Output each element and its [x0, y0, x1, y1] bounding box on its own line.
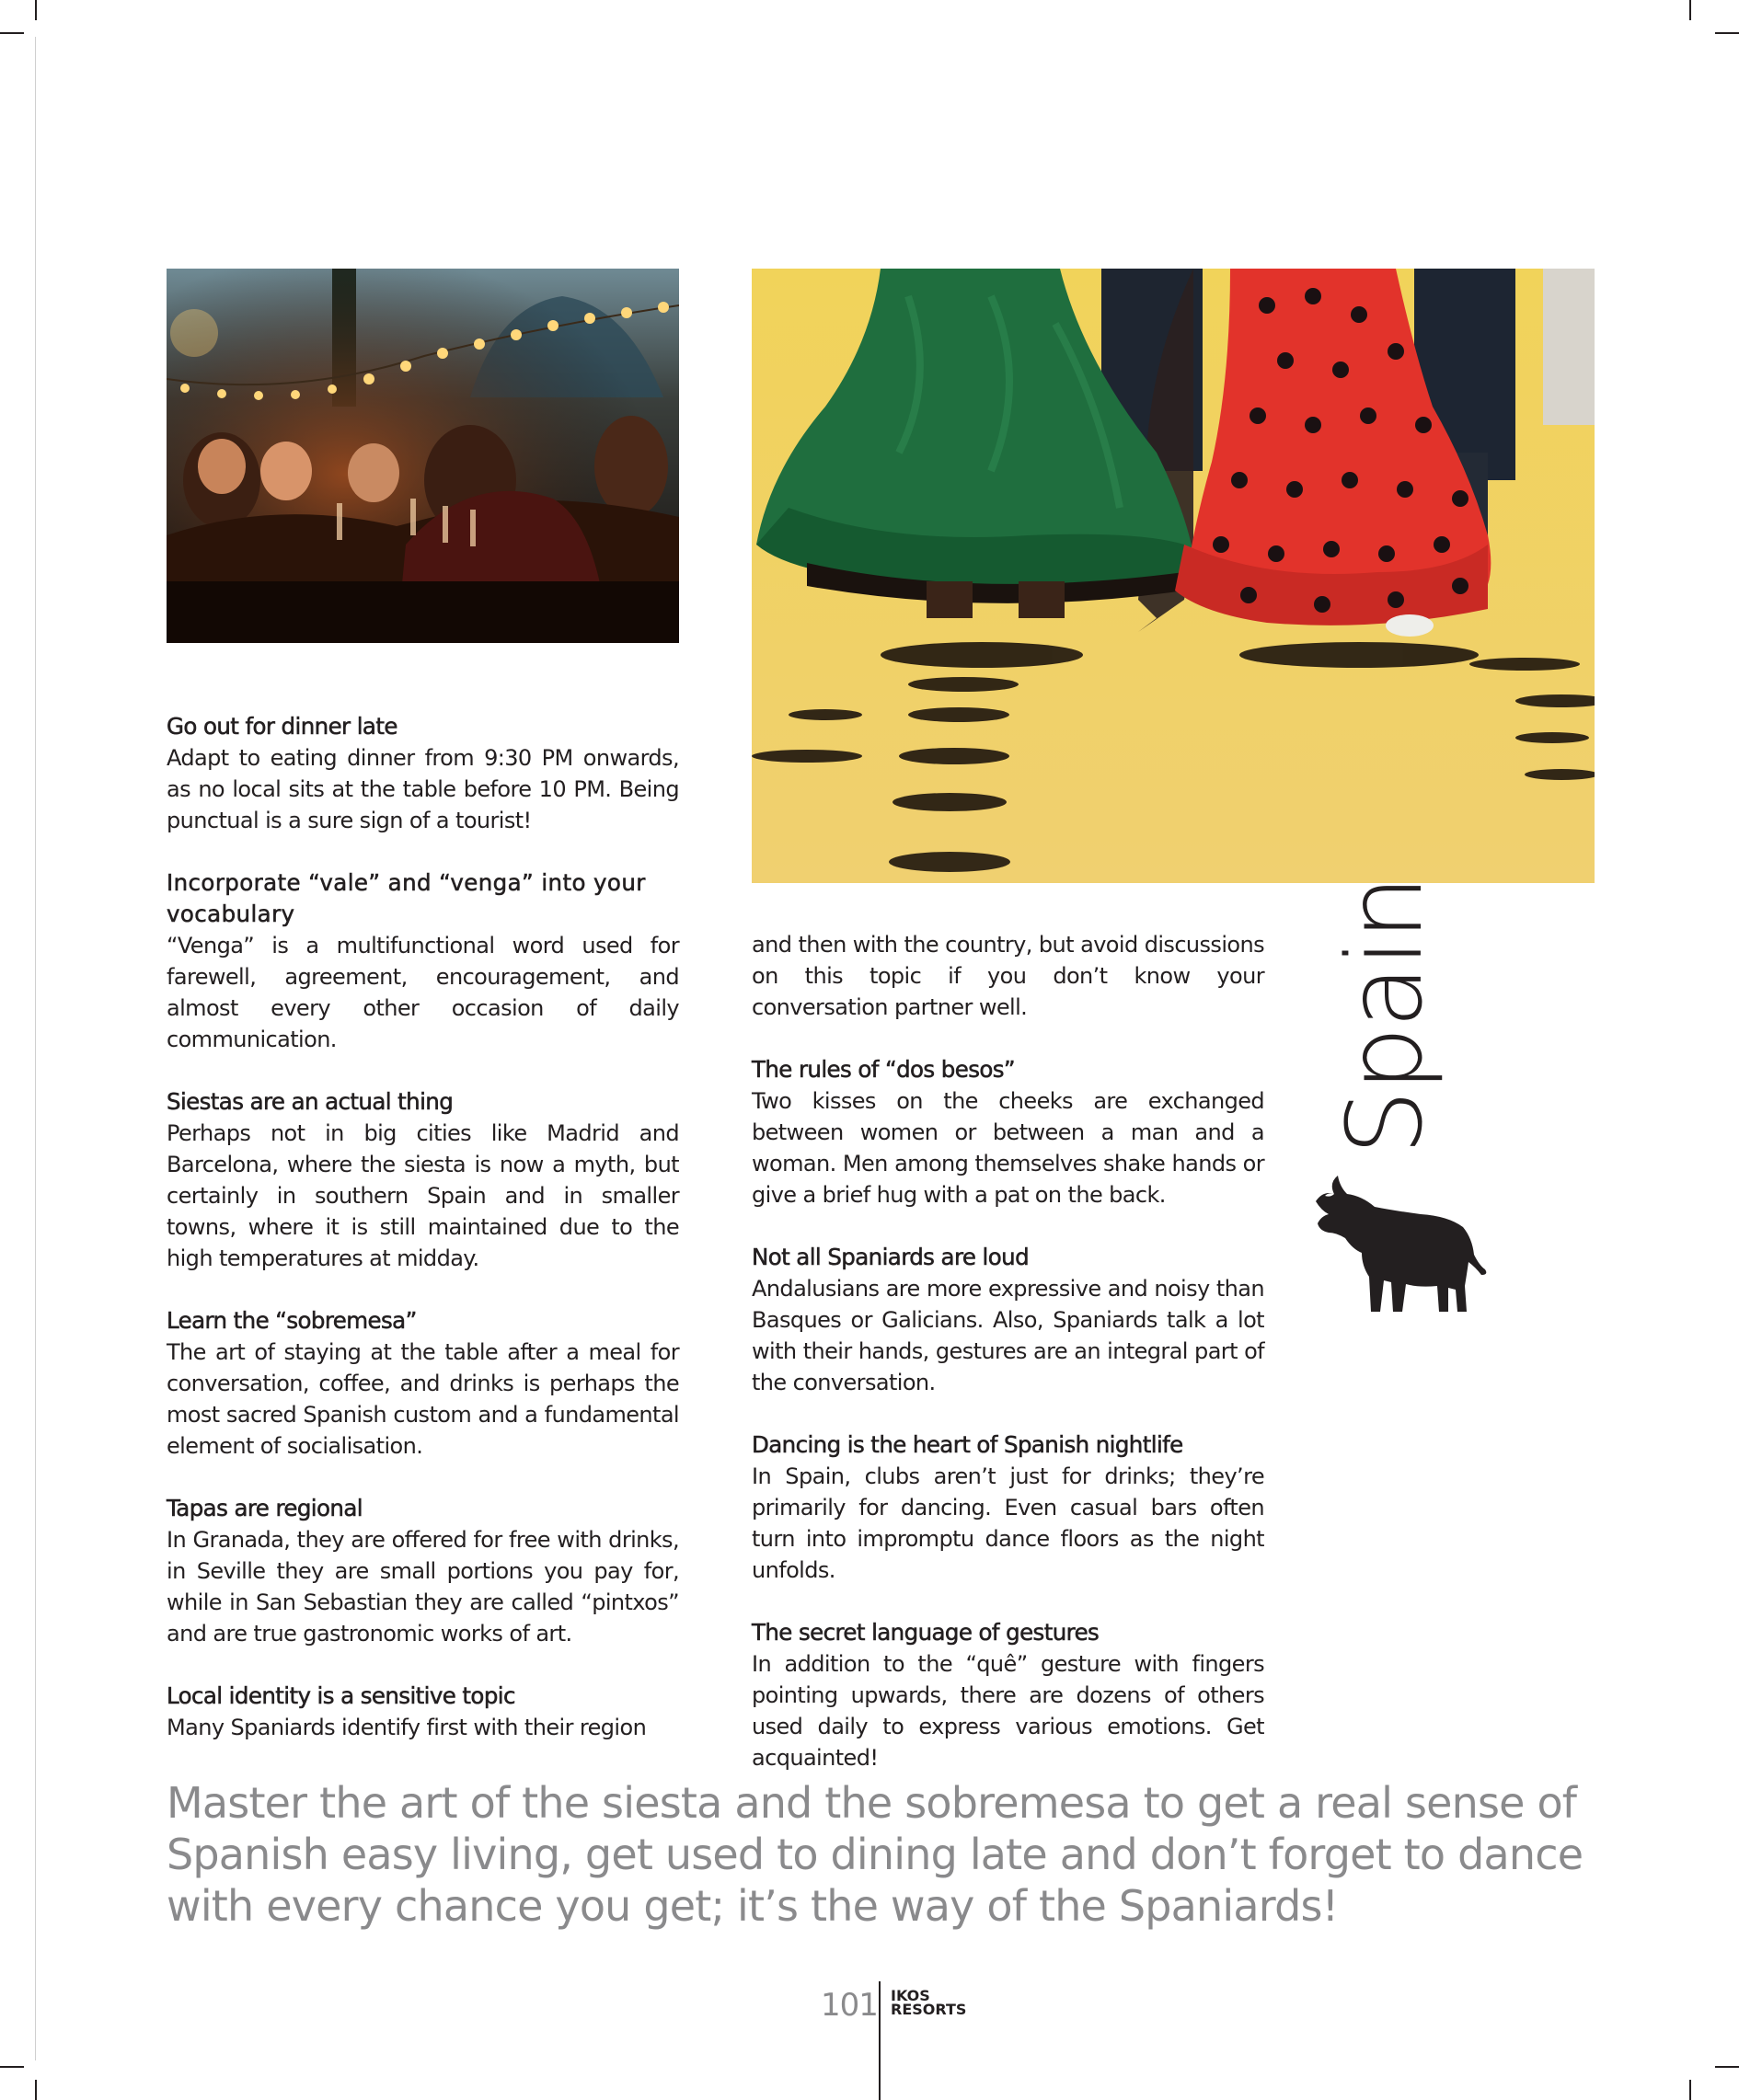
crop-mark: [1715, 2066, 1739, 2068]
pull-quote: Master the art of the siesta and the sobremesa to get a real sense of Spanish easy living, get used to dining late and don’t forget to dance with every chance you get; it’s the way of the Spaniards!: [167, 1778, 1584, 1931]
crop-mark: [0, 2066, 24, 2068]
tip-body: Perhaps not in big cities like Madrid and Barcelona, where the siesta is now a myth, but certainly in southern Spain and in smaller towns, where it is still maintained due to the high temperatures at midday.: [167, 1120, 679, 1271]
tip-body: Adapt to eating dinner from 9:30 PM onwards, as no local sits at the table before 10 PM. Being punctual is a sure sign of a tourist!: [167, 745, 679, 833]
tip-siestas: [167, 1086, 679, 1274]
tip-local-identity-continued: [752, 929, 1264, 1023]
crop-mark: [35, 2080, 37, 2100]
tip-title: Siestas are an actual thing: [167, 1088, 454, 1115]
footer-divider: [879, 1981, 881, 2100]
tip-title: Dancing is the heart of Spanish nightlife: [752, 1431, 1183, 1458]
tip-vale-venga: [167, 867, 679, 1055]
flamenco-photo: [752, 269, 1595, 883]
tip-title: Incorporate “vale” and “venga” into your vocabulary: [167, 869, 646, 927]
tip-title: Tapas are regional: [167, 1495, 363, 1521]
tip-title: Learn the “sobremesa”: [167, 1307, 417, 1334]
country-label: Spain: [1326, 877, 1445, 1155]
tip-body: In Granada, they are offered for free with drinks, in Seville they are small portions you pay for, while in San Sebastian they are called “pintxos” and are true gastronomic works of art.: [167, 1527, 679, 1647]
crop-mark: [35, 0, 37, 20]
tip-dancing: [752, 1429, 1264, 1586]
crop-mark: [0, 32, 24, 34]
tip-body: “Venga” is a multifunctional word used for farewell, agreement, encouragement, and almost every other occasion of daily communication.: [167, 933, 679, 1052]
tip-sobremesa: [167, 1305, 679, 1462]
tip-tapas: [167, 1493, 679, 1649]
bull-icon: [1310, 1174, 1489, 1314]
dinner-photo: [167, 269, 679, 643]
tip-body: The art of staying at the table after a meal for conversation, coffee, and drinks is perhaps the most sacred Spanish custom and a fundamental element of socialisation.: [167, 1339, 679, 1459]
tip-title: The rules of “dos besos”: [752, 1056, 1016, 1083]
tip-dinner-late: [167, 711, 679, 836]
tips-column-left: [167, 711, 679, 1743]
tip-title: Not all Spaniards are loud: [752, 1244, 1030, 1270]
brand-logo-line2: RESORTS: [891, 2001, 967, 2018]
brand-logo-line1: IKOS: [891, 1987, 930, 2004]
tip-body: Two kisses on the cheeks are exchanged between women or between a man and a woman. Men among themselves shake hands or give a brief hug with a pat on the back.: [752, 1088, 1264, 1208]
tip-local-identity: [167, 1681, 679, 1743]
brand-logo: [891, 1989, 966, 2016]
page-number: 101: [821, 1987, 878, 2024]
tip-dos-besos: [752, 1054, 1264, 1211]
tip-title: Local identity is a sensitive topic: [167, 1682, 515, 1709]
tip-body: In Spain, clubs aren’t just for drinks; they’re primarily for dancing. Even casual bars often turn into impromptu dance floors as the night unfolds.: [752, 1463, 1264, 1583]
tip-body: and then with the country, but avoid discussions on this topic if you don’t know your conversation partner well.: [752, 932, 1264, 1020]
tips-column-right: [752, 929, 1264, 1773]
tip-body: Andalusians are more expressive and noisy than Basques or Galicians. Also, Spaniards talk a lot with their hands, gestures are an integral part of the conversation.: [752, 1276, 1264, 1395]
crop-mark: [1689, 0, 1691, 20]
tip-not-loud: [752, 1242, 1264, 1398]
tip-body: Many Spaniards identify first with their region: [167, 1715, 647, 1740]
tip-gestures: [752, 1617, 1264, 1773]
crop-mark: [1689, 2080, 1691, 2100]
tip-title: Go out for dinner late: [167, 713, 397, 740]
crop-mark: [1715, 32, 1739, 34]
trim-line: [35, 37, 36, 2060]
tip-body: In addition to the “quê” gesture with fingers pointing upwards, there are dozens of others used daily to express various emotions. Get acquainted!: [752, 1651, 1264, 1771]
tip-title: The secret language of gestures: [752, 1619, 1100, 1646]
